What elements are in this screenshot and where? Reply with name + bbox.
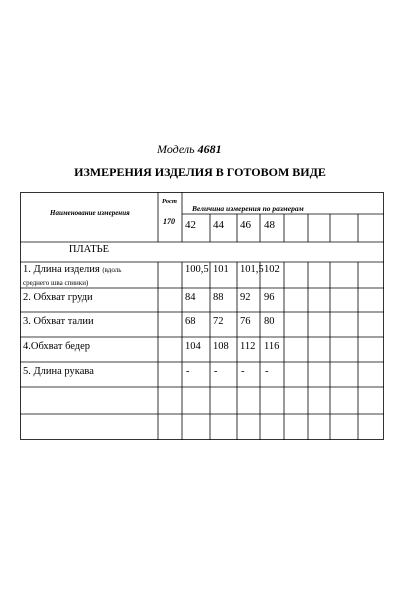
row-label: 3. Обхват талии	[23, 316, 94, 327]
table-cell: 116	[264, 341, 280, 352]
table-cell: 68	[185, 316, 196, 327]
size-header: 44	[213, 219, 224, 231]
row-label: 4.Обхват бедер	[23, 341, 91, 352]
measurements-table	[20, 192, 384, 440]
table-cell: 102	[264, 264, 280, 275]
table-cell: 108	[213, 341, 229, 352]
row-label-note: (вдоль	[102, 266, 122, 274]
section-title: ПЛАТЬЕ	[68, 244, 110, 255]
row-label: 2. Обхват груди	[23, 292, 93, 303]
table-cell: 84	[185, 292, 196, 303]
table-cell: 101,5	[240, 264, 264, 275]
row-label	[23, 264, 121, 276]
table-cell: 76	[240, 316, 251, 327]
table-cell: 92	[240, 292, 251, 303]
table-cell: -	[186, 366, 190, 377]
rost-value: 170	[163, 217, 175, 226]
column-header-values: Величина измерения по размерам	[192, 204, 304, 213]
rost-label: Рост	[162, 198, 177, 205]
model-prefix: Модель	[157, 142, 195, 156]
size-header: 42	[185, 219, 196, 231]
table-cell: 80	[264, 316, 275, 327]
table-cell: -	[241, 366, 245, 377]
table-cell: 100,5	[185, 264, 209, 275]
row-label: 5. Длина рукава	[23, 366, 94, 377]
column-header-name: Наименование измерения	[50, 209, 130, 217]
document-title: ИЗМЕРЕНИЯ ИЗДЕЛИЯ В ГОТОВОМ ВИДЕ	[74, 165, 326, 179]
table-cell: 104	[185, 341, 201, 352]
row-label-continued	[23, 277, 88, 289]
table-cell: 101	[213, 264, 229, 275]
table-cell: 72	[213, 316, 224, 327]
row-label-note-cont: среднего шва спинки)	[23, 279, 89, 287]
table-cell: -	[214, 366, 218, 377]
model-label	[157, 142, 222, 157]
table-cell: -	[265, 366, 269, 377]
size-header: 48	[264, 219, 275, 231]
size-header: 46	[240, 219, 251, 231]
model-number: 4681	[197, 142, 222, 156]
table-cell: 96	[264, 292, 275, 303]
table-cell: 112	[240, 341, 256, 352]
table-cell: 88	[213, 292, 224, 303]
row-label-text: 1. Длина изделия	[23, 264, 100, 275]
